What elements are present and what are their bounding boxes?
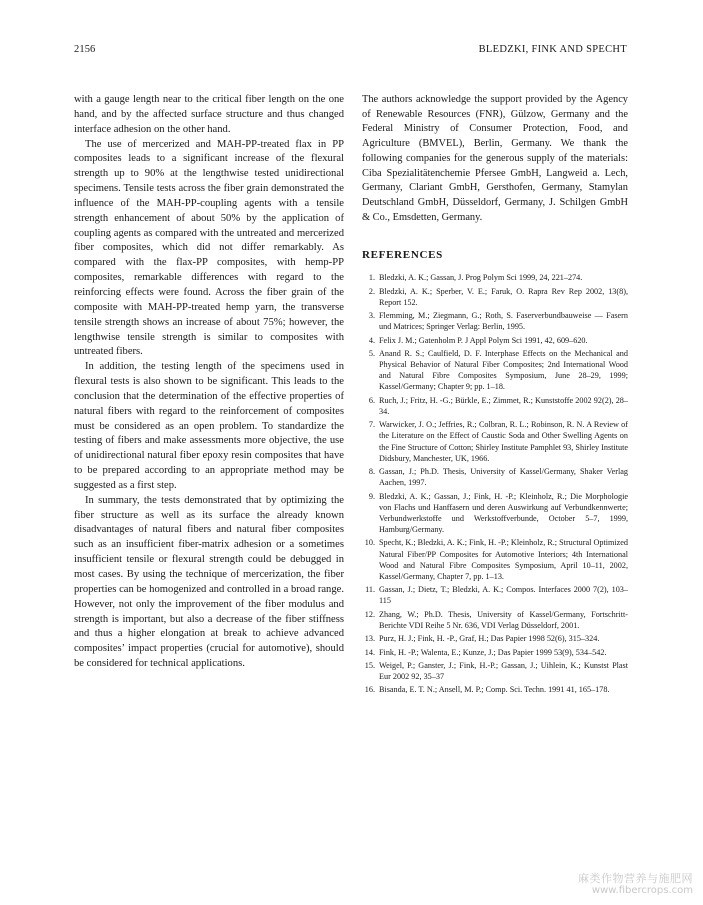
body-paragraph: with a gauge length near to the critical fiber length on the one hand, and by the affected surface structure and thus changed interface adhesion on the other hand. [74,94,344,135]
reference-item [362,684,628,695]
reference-number: 9. [368,491,375,501]
reference-item [362,348,628,393]
body-paragraph: The use of mercerized and MAH-PP-treated flax in PP composites leads to a significant increase of the flexural strength up to 90% at the lengthwise tested unidirectional specimens. Tensile tests across the fiber grain demonstrated the influence of the MAH-PP-coupling agents with a tensile strength enhancement of about 50% by the application of coupling agents as compared with the untreated and mercerized fiber composites, which did not differ remarkably. As compared with the flax-PP composites, with hemp-PP composites, remarkable differences with regard to the reinforcing effects were found. Across the fiber grain of the composite with MAH-PP-treated hemp yarn, the transverse tensile strength shows an increase of about 75%; however, the lengthwise tensile strength is similar to composites with untreated fibers. [74,138,344,358]
reference-text: Gassan, J.; Dietz, T.; Bledzki, A. K.; Compos. Interfaces 2000 7(2), 103–115 [379,585,628,606]
site-watermark [578,873,693,897]
references-heading: REFERENCES [362,249,443,262]
reference-text: Weigel, P.; Ganster, J.; Fink, H.-P.; Gassan, J.; Uihlein, K.; Kunstst Plast Eur 2002 92, 35–37 [379,660,628,682]
reference-number: 5. [368,349,375,359]
reference-number: 4. [368,335,375,345]
reference-item [362,310,628,332]
reference-item [362,466,628,488]
reference-item [362,286,628,308]
reference-number: 13. [364,634,375,644]
body-paragraph: In summary, the tests demonstrated that by optimizing the fiber structure as well as its surface the already known disadvantages of natural fibers and natural fiber composites such as an insufficient fiber-matrix adhesion or a sometimes insufficient tensile or flexural strength could be debugged in most cases. By using the technique of mercerization, the fiber properties can be homogenized and controlled in a broad range. However, not only the improvement of the fiber modulus and strength is important, but also a decrease of the fiber stiffness and thus a higher elongation at break to achieve advanced composites’ impact properties (crucial for automotive), should be considered for technical applications. [74,494,344,670]
left-column [74,93,344,672]
acknowledgment-paragraph: The authors acknowledge the support provided by the Agency of Renewable Resources (FNR), Gülzow, Germany and the Federal Ministry of Consumer Protection, Food, and Agriculture (BMVEL), Berlin, Germany. We thank the following companies for the generous supply of the materials: Ciba Spezialitätenchemie Pfersee GmbH, Langweid a. Lech, Germany, Clariant GmbH, Gersthofen, Germany, Stamylan Deutschland GmbH, Düsseldorf, Germany, J. Schilgen GmbH & Co., Emsdetten, Germany. [362,94,628,223]
reference-number: 2. [368,286,375,296]
reference-text: Gassan, J.; Ph.D. Thesis, University of Kassel/Germany, Shaker Verlag Aachen, 1997. [379,467,628,488]
reference-text: Bledzki, A. K.; Gassan, J. Prog Polym Sci 1999, 24, 221–274. [379,273,583,283]
reference-number: 8. [368,467,375,477]
reference-item [362,491,628,536]
reference-number: 6. [368,395,375,405]
reference-number: 12. [364,609,375,619]
reference-text: Zhang, W.; Ph.D. Thesis, University of Kassel/Germany, Fortschritt-Berichte VDI Reihe 5 Nr. 636, VDI Verlag Düsseldorf, 2001. [379,609,628,630]
reference-text: Bledzki, A. K.; Sperber, V. E.; Faruk, O. Rapra Rev Rep 2002, 13(8), Report 152. [379,286,628,307]
reference-item [362,537,628,582]
reference-text: Felix J. M.; Gatenholm P. J Appl Polym Sci 1991, 42, 609–620. [379,335,588,345]
reference-number: 1. [368,273,375,283]
reference-number: 7. [368,420,375,430]
reference-item [362,272,628,283]
running-head: BLEDZKI, FINK AND SPECHT [478,44,627,55]
reference-text: Purz, H. J.; Fink, H. -P., Graf, H.; Das Papier 1998 52(6), 315–324. [379,634,600,644]
references-list [362,272,628,695]
reference-text: Bledzki, A. K.; Gassan, J.; Fink, H. -P.; Kleinholz, R.; Die Morphologie von Flachs und Hanffasern und deren Auswirkung auf Verbundkennwerte; Verbundwerkstoffe und Werkstoffverbunde, October 5–7, 1999, Hamburg/Germany. [379,491,628,535]
page-number: 2156 [74,44,96,55]
page-header [74,44,627,58]
reference-text: Specht, K.; Bledzki, A. K.; Fink, H. -P.; Kleinholz, R.; Structural Optimized Natural Fiber/PP Composites for Automotive Interiors; 4th International Wood and Natural Fibre Composites Symposium, April 10–11, 2002, Kassel/Germany, Chapter 7, pp. 1–13. [379,538,629,581]
reference-text: Warwicker, J. O.; Jeffries, R.; Colbran, R. L.; Robinson, R. N. A Review of the Literature on the Effect of Caustic Soda and Other Swelling Agents on the Fine Structure of Cotton; Shirley Institute Pamphlet 93, Shirley Institute Didsbury, Manchester, UK, 1966. [379,420,628,463]
reference-item [362,584,628,606]
reference-item [362,395,628,417]
reference-number: 14. [364,647,375,657]
reference-item [362,419,628,464]
reference-number: 16. [364,685,375,695]
body-paragraph: In addition, the testing length of the specimens used in flexural tests is also shown to be significant. This leads to the conclusion that the determination of the effective properties of natural fibers with regard to the reinforcement of composites must be considered as an open problem. To standardize the testing of fibers and make assessments more objective, the use of unidirectional natural fiber epoxy resin composites that have to be prepared according to an appropriate method may be suggested as a first step. [74,361,344,491]
right-column [362,93,628,698]
reference-text: Bisanda, E. T. N.; Ansell, M. P.; Comp. Sci. Techn. 1991 41, 165–178. [379,685,610,695]
watermark-chinese-text: 麻类作物营养与施肥网 [578,872,693,885]
reference-number: 3. [368,311,375,321]
reference-text: Fink, H. -P.; Walenta, E.; Kunze, J.; Das Papier 1999 53(9), 534–542. [379,647,607,657]
reference-item [362,647,628,658]
reference-item [362,609,628,631]
reference-number: 10. [364,538,375,548]
reference-text: Flemming, M.; Ziegmann, G.; Roth, S. Faserverbundbauweise — Fasern und Matrices; Springer Verlag: Berlin, 1995. [379,311,628,332]
reference-number: 15. [364,660,375,670]
reference-item [362,633,628,644]
reference-text: Ruch, J.; Fritz, H. -G.; Bürkle, E.; Zimmet, R.; Kunststoffe 2002 92(2), 28–34. [379,395,628,416]
watermark-url: www.fibercrops.com [591,885,693,896]
reference-text: Anand R. S.; Caulfield, D. F. Interphase Effects on the Mechanical and Physical Behavior of Natural Fiber Composites; 2nd International Wood and Natural Fibre Composites Symposium, June 28–29, 1999; Kassel/Germany; Chapter 9; pp. 1–18. [379,349,628,392]
reference-item [362,660,628,682]
reference-item [362,335,628,346]
reference-number: 11. [365,585,375,595]
